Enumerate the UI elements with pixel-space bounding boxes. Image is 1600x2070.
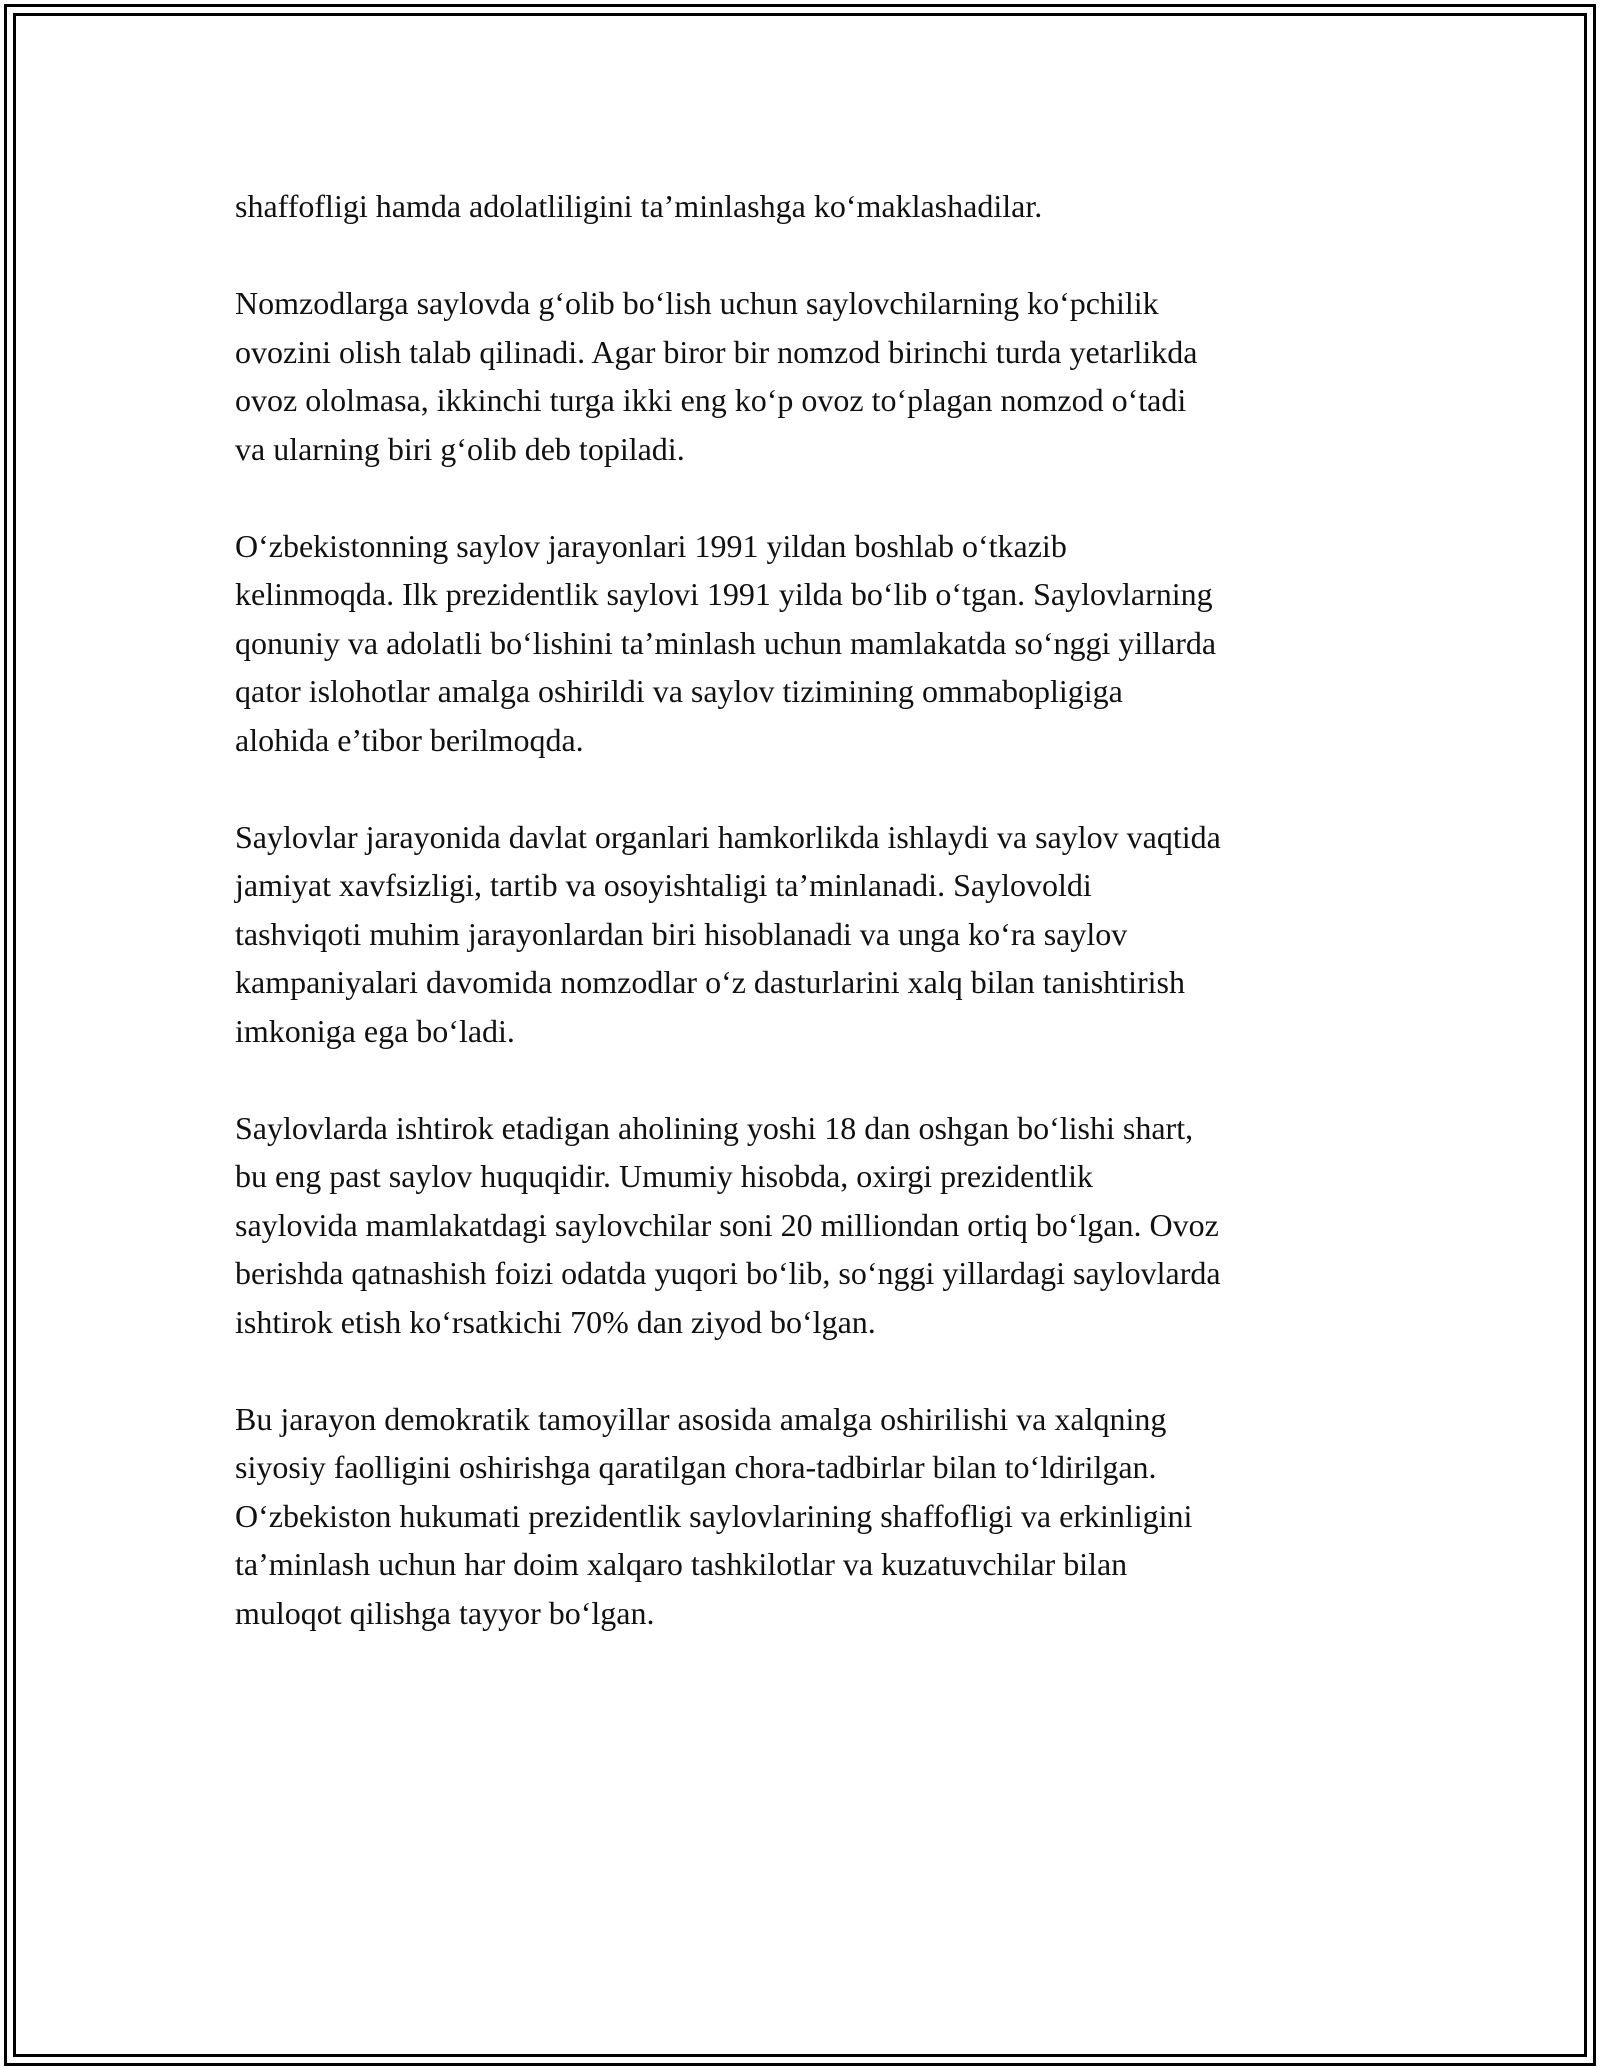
paragraph: O‘zbekistonning saylov jarayonlari 1991 yildan boshlab o‘tkazib kelinmoqda. Ilk prezidentlik saylovi 1991 yilda bo‘lib o‘tgan. Saylovlarning qonuniy va adolatli bo‘lishini ta’minlash uchun mamlakatda so‘nggi yillarda qator islohotlar amalga oshirildi va saylov tizimining ommabopligiga alohida e’tibor berilmoqda. — [235, 527, 1217, 758]
paragraph: Bu jarayon demokratik tamoyillar asosida amalga oshirilishi va xalqning siyosiy faolligini oshirishga qaratilgan chora-tadbirlar bilan to‘ldirilgan. O‘zbekiston hukumati prezidentlik saylovlarining shaffofligi va erkinligini ta’minlash uchun har doim xalqaro tashkilotlar va kuzatuvchilar bilan muloqot qilishga tayyor bo‘lgan. — [235, 1400, 1193, 1631]
document-body — [235, 182, 1375, 1686]
paragraph: shaffofligi hamda adolatliligini ta’minlashga ko‘maklashadilar. — [235, 188, 1043, 224]
paragraph: Saylovlarda ishtirok etadigan aholining yoshi 18 dan oshgan bo‘lishi shart, bu eng past saylov huquqidir. Umumiy hisobda, oxirgi prezidentlik saylovida mamlakatdagi saylovchilar soni 20 milliondan ortiq bo‘lgan. Ovoz berishda qatnashish foizi odatda yuqori bo‘lib, so‘nggi yillardagi saylovlarda ishtirok etish ko‘rsatkichi 70% dan ziyod bo‘lgan. — [235, 1109, 1221, 1340]
paragraph: Saylovlar jarayonida davlat organlari hamkorlikda ishlaydi va saylov vaqtida jamiyat xavfsizligi, tartib va osoyishtaligi ta’minlanadi. Saylovoldi tashviqoti muhim jarayonlardan biri hisoblanadi va unga ko‘ra saylov kampaniyalari davomida nomzodlar o‘z dasturlarini xalq bilan tanishtirish imkoniga ega bo‘ladi. — [235, 818, 1221, 1049]
paragraph: Nomzodlarga saylovda g‘olib bo‘lish uchun saylovchilarning ko‘pchilik ovozini olish talab qilinadi. Agar biror bir nomzod birinchi turda yetarlikda ovoz ololmasa, ikkinchi turga ikki eng ko‘p ovoz to‘plagan nomzod o‘tadi va ularning biri g‘olib deb topiladi. — [235, 285, 1198, 467]
